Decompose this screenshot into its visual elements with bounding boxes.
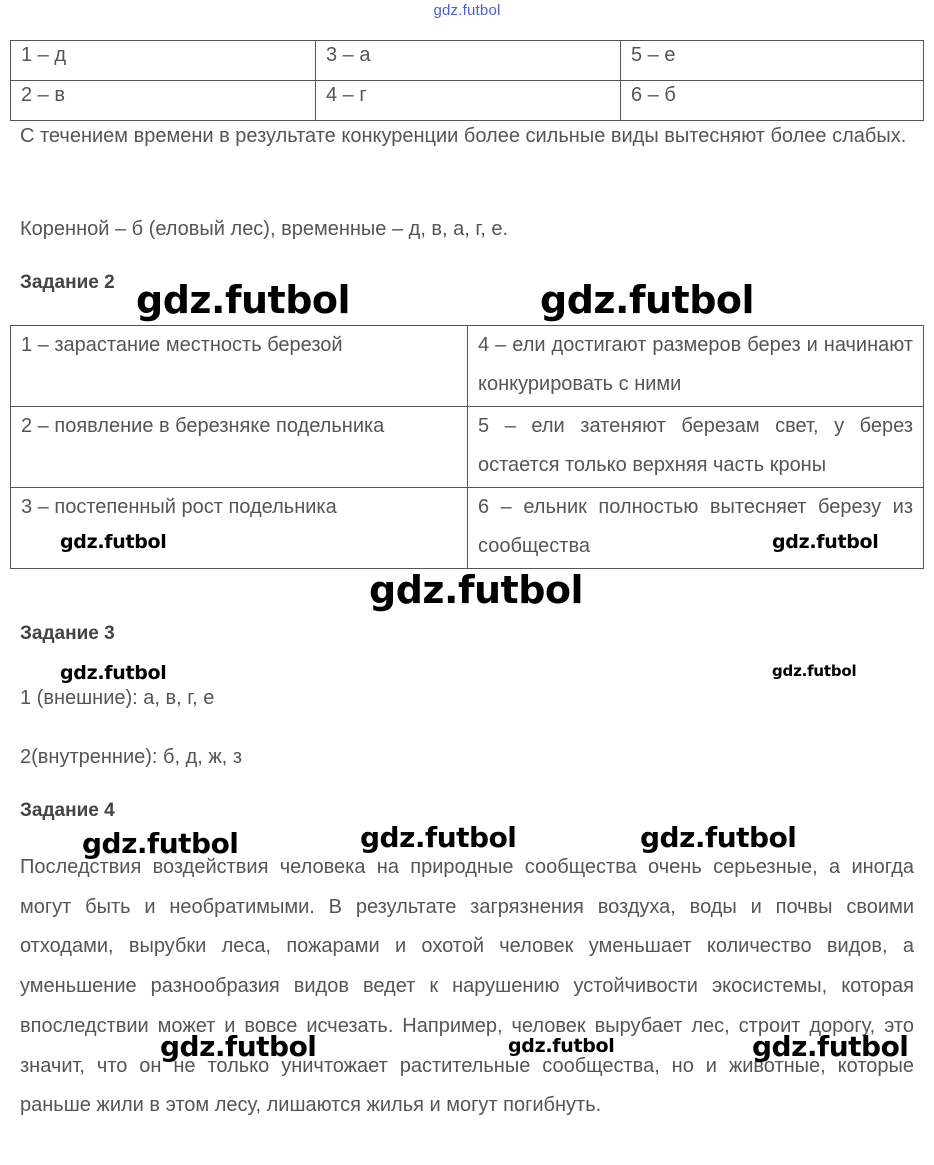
watermark: gdz.futbol [540, 278, 755, 322]
task4-text: Последствия воздействия человека на природные сообщества очень серьезные, а иногда могут быть и необратимыми. В результате загрязнения воздуха, воды и почвы своими отходами, вырубки леса, пожарами и охотой человек уменьшает количество видов, а уменьшение разнообразия видов ведет к нарушению устойчивости экосистемы, которая впоследствии может и вовсе исчезать. Например, человек вырубает лес, строит дорогу, это значит, что он не только уничтожает растительные сообщества, но и животные, которые раньше жили в этом лесу, лишаются жилья и могут погибнуть. [20, 856, 914, 1117]
table-cell: 6 – ельник полностью вытесняет березу из сообщества [468, 488, 924, 569]
table-row [11, 407, 924, 488]
task4-heading: Задание 4 [20, 800, 115, 821]
watermark: gdz.futbol [772, 662, 857, 680]
watermark: gdz.futbol [136, 278, 351, 322]
answer-table-1 [10, 40, 924, 121]
watermark: gdz.futbol [508, 1035, 615, 1057]
table-row [11, 81, 924, 121]
table-cell: 3 – а [316, 41, 621, 81]
task3-internal: 2(внутренние): б, д, ж, з [20, 746, 243, 768]
watermark: gdz.futbol [60, 662, 167, 684]
task3-external: 1 (внешние): а, в, г, е [20, 687, 215, 709]
table-cell: 6 – б [621, 81, 924, 121]
table-cell: 5 – ели затеняют березам свет, у берез остается только верхняя часть кроны [468, 407, 924, 488]
table-cell: 4 – ели достигают размеров берез и начинают конкурировать с ними [468, 326, 924, 407]
table-cell: 2 – в [11, 81, 316, 121]
table-cell: 5 – е [621, 41, 924, 81]
table-row [11, 326, 924, 407]
watermark: gdz.futbol [82, 827, 239, 860]
watermark: gdz.futbol [772, 531, 879, 553]
paragraph-native: Коренной – б (еловый лес), временные – д, в, а, г, е. [20, 218, 509, 240]
table-cell: 3 – постепенный рост подельника [11, 488, 468, 569]
table-cell: 1 – зарастание местность березой [11, 326, 468, 407]
task2-heading: Задание 2 [20, 272, 115, 293]
task3-heading: Задание 3 [20, 623, 115, 644]
table-cell: 1 – д [11, 41, 316, 81]
watermark: gdz.futbol [752, 1030, 909, 1063]
table-row [11, 41, 924, 81]
table-cell: 4 – г [316, 81, 621, 121]
watermark: gdz.futbol [160, 1030, 317, 1063]
table-cell: 2 – появление в березняке подельника [11, 407, 468, 488]
watermark: gdz.futbol [640, 821, 797, 854]
table-row [11, 488, 924, 569]
watermark: gdz.futbol [60, 531, 167, 553]
paragraph-competition: С течением времени в результате конкуренции более сильные виды вытесняют более слабых. [20, 125, 907, 147]
watermark: gdz.futbol [369, 568, 584, 612]
watermark: gdz.futbol [360, 821, 517, 854]
top-watermark: gdz.futbol [433, 2, 501, 19]
